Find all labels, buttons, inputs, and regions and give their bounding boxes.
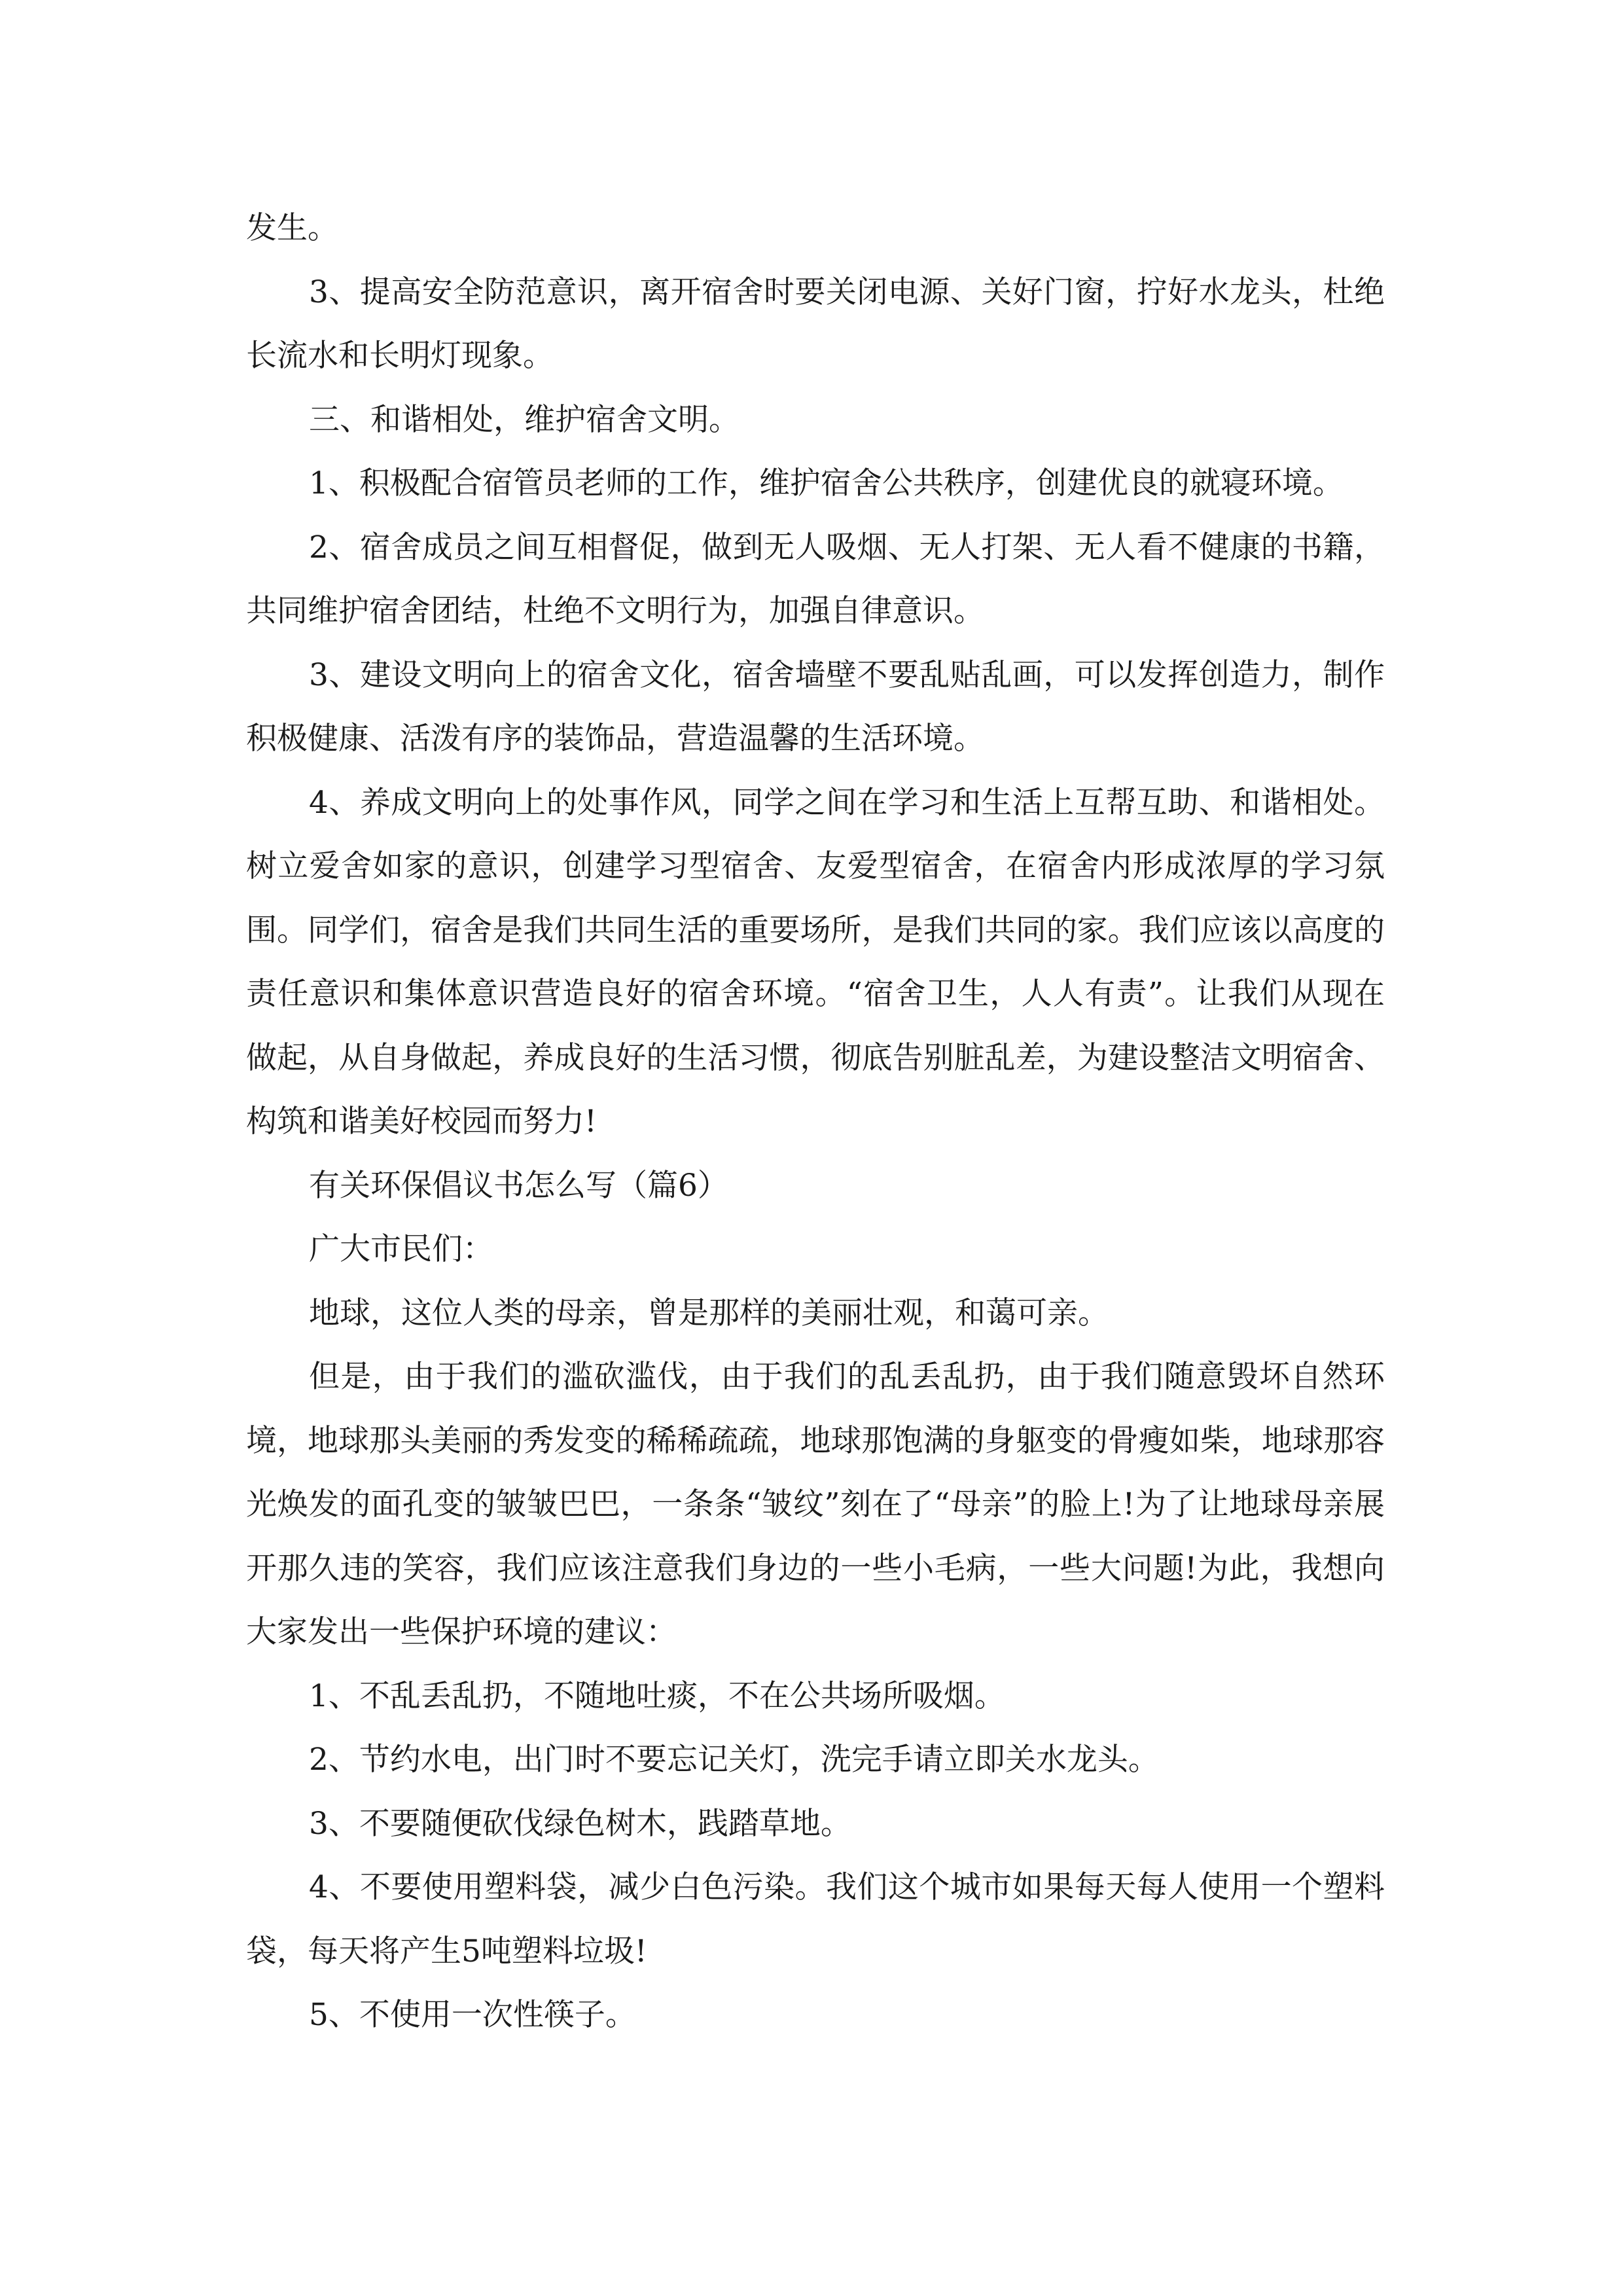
paragraph-harmony-item-1: 1、积极配合宿管员老师的工作，维护宿舍公共秩序，创建优良的就寝环境。 xyxy=(309,465,1344,501)
paragraph-earth-problem: 但是，由于我们的滥砍滥伐，由于我们的乱丢乱扔，由于我们随意毁坏自然环境，地球那头美丽的秀发变的稀稀疏疏，地球那饱满的身躯变的骨瘦如柴，地球那容光焕发的面孔变的皱皱巴巴，一条条“皱纹”刻在了“母亲”的脸上!为了让地球母亲展开那久违的笑容，我们应该注意我们身边的一些小毛病，一些大问题!为此，我想向大家发出一些保护环境的建议： xyxy=(246,1359,1385,1650)
paragraph-suggestion-1: 1、不乱丢乱扔，不随地吐痰，不在公共场所吸烟。 xyxy=(309,1677,1005,1714)
article-title-part-6: 有关环保倡议书怎么写（篇6） xyxy=(309,1167,728,1204)
paragraph-continuation: 发生。 xyxy=(246,210,338,246)
paragraph-suggestion-3: 3、不要随便砍伐绿色树木，践踏草地。 xyxy=(309,1805,851,1842)
body-text xyxy=(246,196,1385,2047)
paragraph-suggestion-2: 2、节约水电，出门时不要忘记关灯，洗完手请立即关水龙头。 xyxy=(309,1742,1159,1778)
paragraph-harmony-item-3: 3、建设文明向上的宿舍文化，宿舍墙壁不要乱贴乱画，可以发挥创造力，制作积极健康、活泼有序的装饰品，营造温馨的生活环境。 xyxy=(246,656,1385,757)
paragraph-suggestion-4: 4、不要使用塑料袋，减少白色污染。我们这个城市如果每天每人使用一个塑料袋，每天将产生5吨塑料垃圾! xyxy=(246,1869,1385,1969)
paragraph-harmony-item-2: 2、宿舍成员之间互相督促，做到无人吸烟、无人打架、无人看不健康的书籍，共同维护宿舍团结，杜绝不文明行为，加强自律意识。 xyxy=(246,529,1385,629)
paragraph-earth-intro: 地球，这位人类的母亲，曾是那样的美丽壮观，和蔼可亲。 xyxy=(309,1295,1109,1331)
salutation: 广大市民们： xyxy=(309,1231,493,1267)
paragraph-suggestion-5: 5、不使用一次性筷子。 xyxy=(309,1997,636,2033)
paragraph-harmony-item-4: 4、养成文明向上的处事作风，同学之间在学习和生活上互帮互助、和谐相处。树立爱舍如家的意识，创建学习型宿舍、友爱型宿舍，在宿舍内形成浓厚的学习氛围。同学们，宿舍是我们共同生活的重要场所，是我们共同的家。我们应该以高度的责任意识和集体意识营造良好的宿舍环境。“宿舍卫生，人人有责”。让我们从现在做起，从自身做起，养成良好的生活习惯，彻底告别脏乱差，为建设整洁文明宿舍、构筑和谐美好校园而努力! xyxy=(246,784,1385,1139)
section-heading-harmony: 三、和谐相处，维护宿舍文明。 xyxy=(309,401,740,438)
paragraph-safety-item-3: 3、提高安全防范意识，离开宿舍时要关闭电源、关好门窗，拧好水龙头，杜绝长流水和长明灯现象。 xyxy=(246,274,1385,374)
